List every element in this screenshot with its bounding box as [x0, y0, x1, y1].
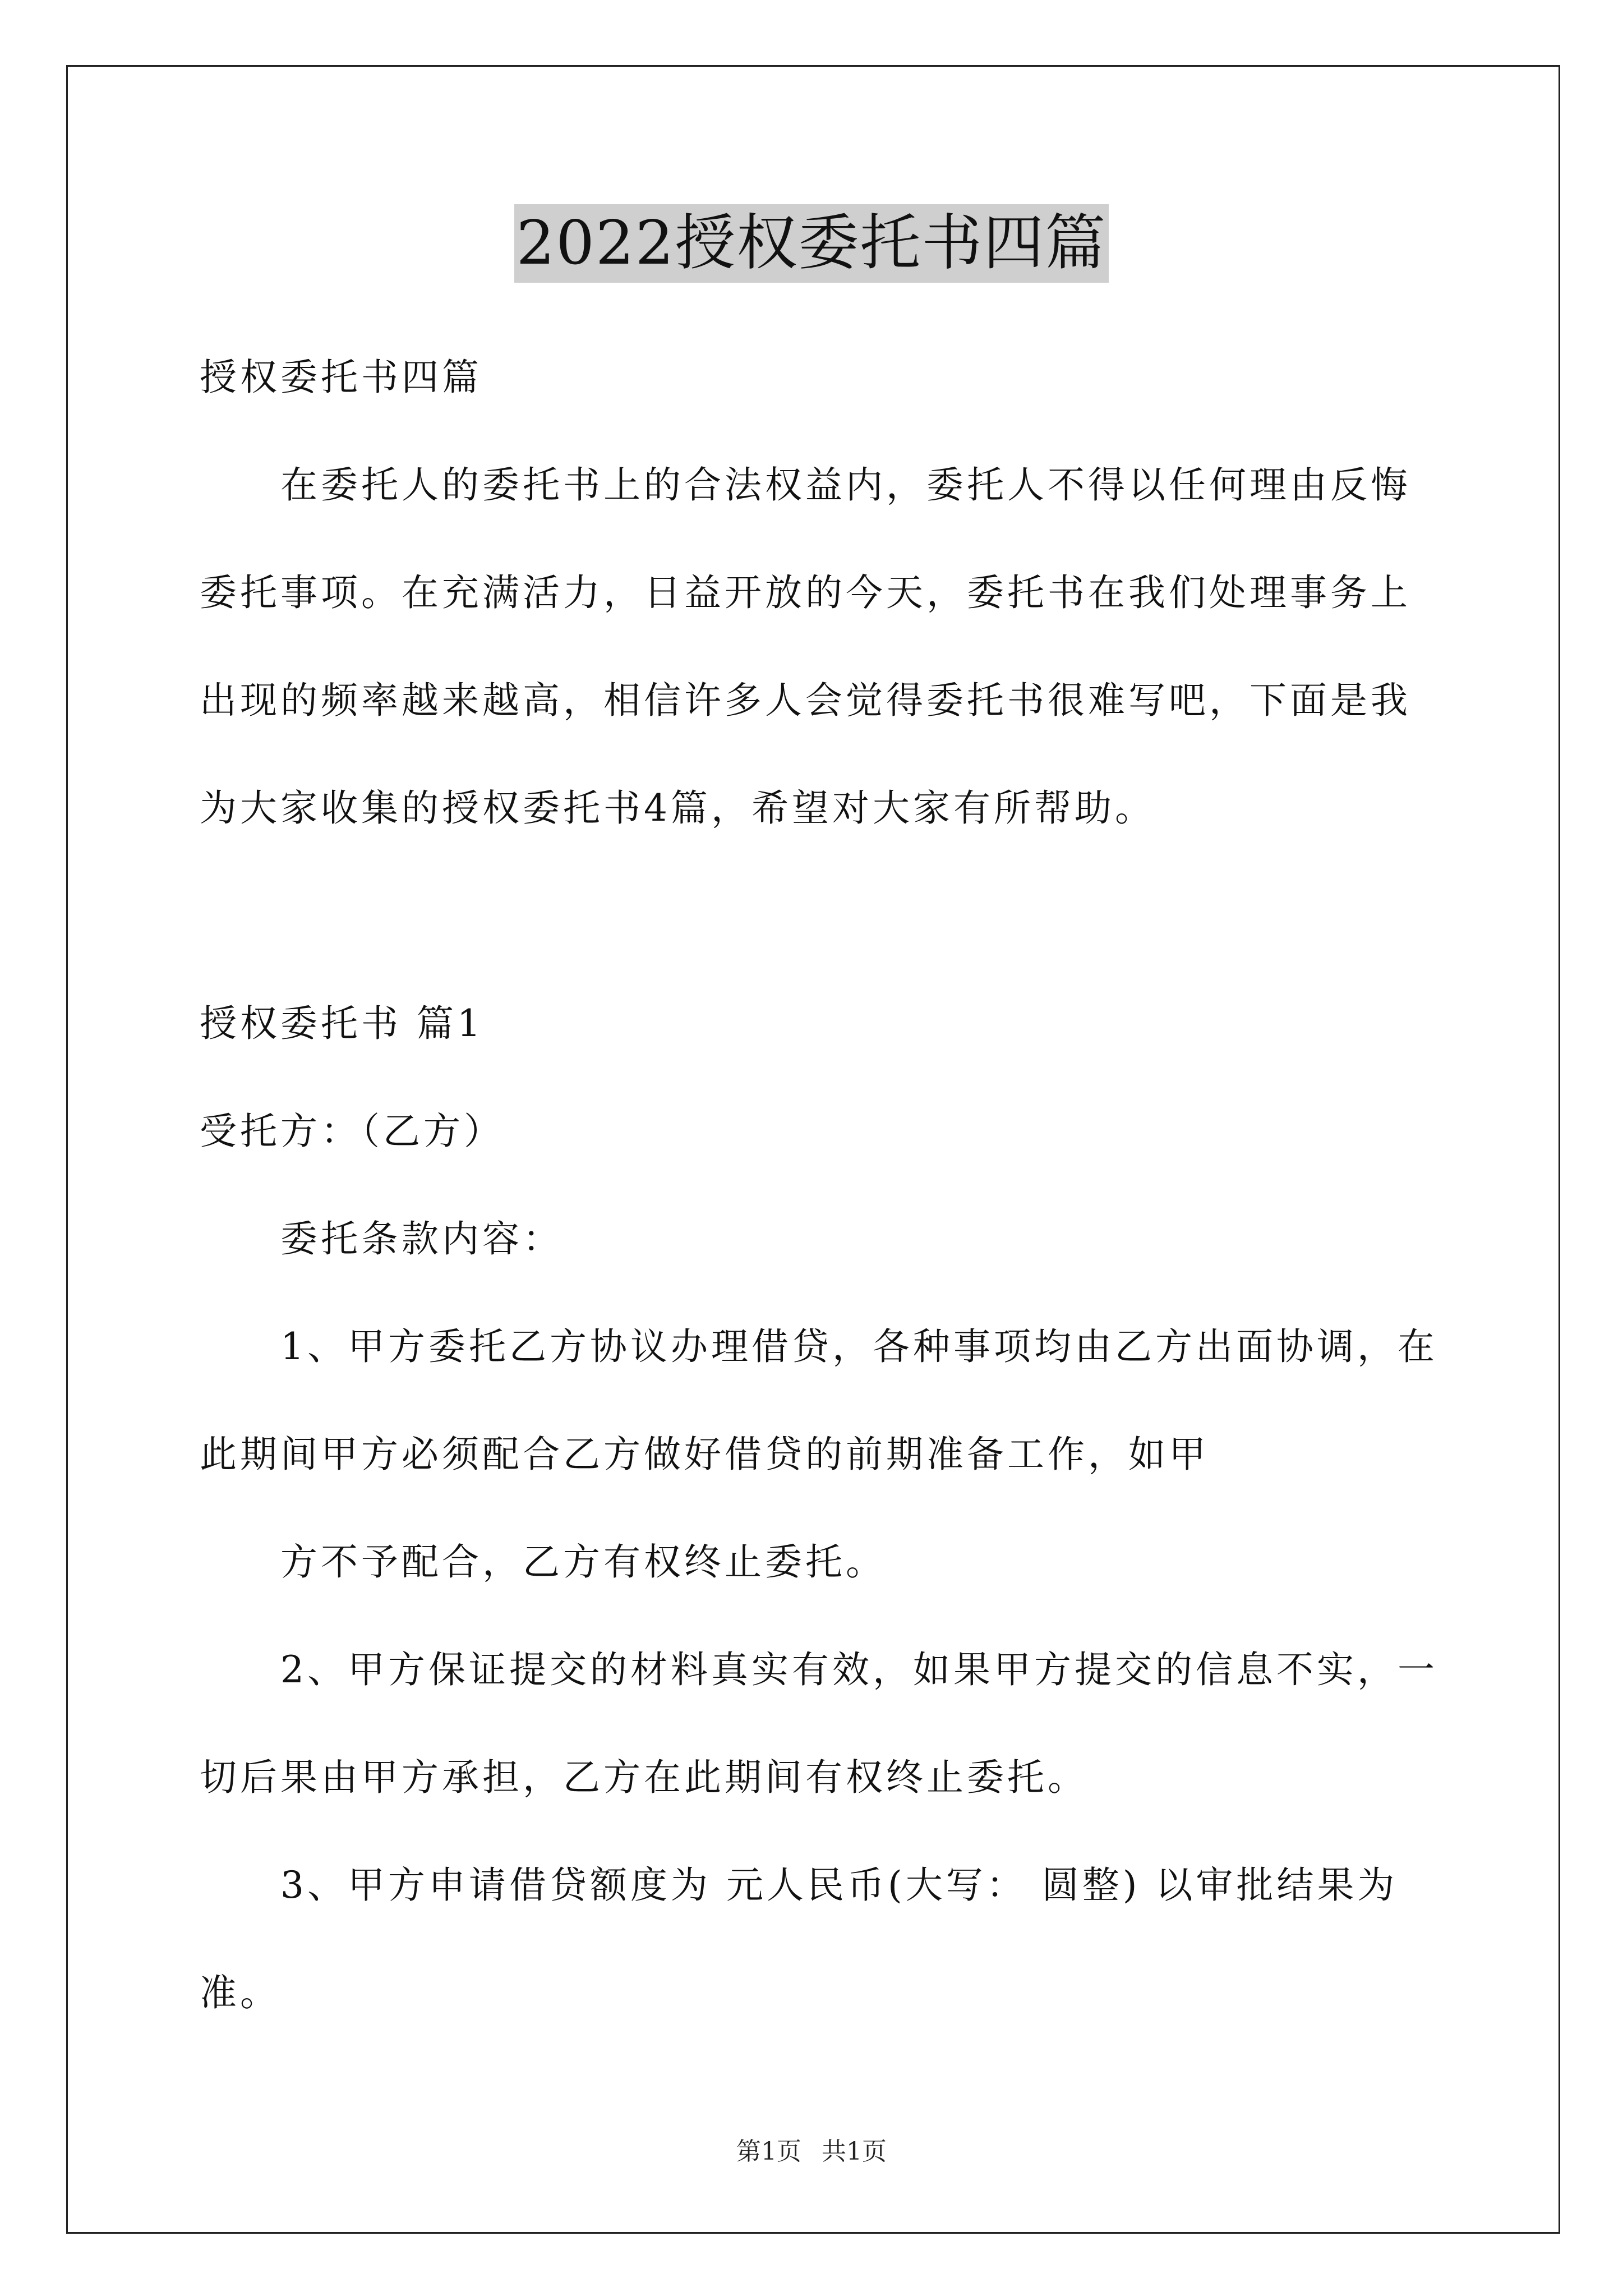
- intro-line-4: 为大家收集的授权委托书4篇，希望对大家有所帮助。: [200, 786, 1155, 830]
- clauses-heading: 委托条款内容：: [280, 1217, 563, 1260]
- clause-2-line-2: 切后果由甲方承担，乙方在此期间有权终止委托。: [200, 1756, 1088, 1799]
- title-container: [0, 204, 1623, 283]
- clause-2-line-1: 2、甲方保证提交的材料真实有效，如果甲方提交的信息不实，一: [280, 1648, 1438, 1691]
- clause-1-line-3: 方不予配合，乙方有权终止委托。: [280, 1540, 886, 1584]
- section-heading: 授权委托书 篇1: [200, 1002, 484, 1045]
- clause-1-line-1: 1、甲方委托乙方协议办理借贷，各种事项均由乙方出面协调，在: [280, 1325, 1438, 1368]
- intro-line-1: 在委托人的委托书上的合法权益内，委托人不得以任何理由反悔: [280, 463, 1411, 507]
- clause-3-line-1: 3、甲方申请借贷额度为 元人民币(大写： 圆整) 以审批结果为: [280, 1864, 1398, 1907]
- clause-3-line-2: 准。: [200, 1971, 280, 2014]
- intro-line-3: 出现的频率越来越高，相信许多人会觉得委托书很难写吧，下面是我: [200, 679, 1411, 722]
- clause-1-line-2: 此期间甲方必须配合乙方做好借贷的前期准备工作，如甲: [200, 1433, 1209, 1476]
- document-title: 2022授权委托书四篇: [514, 204, 1109, 283]
- document-subtitle: 授权委托书四篇: [200, 356, 482, 399]
- trustee-line: 受托方：（乙方）: [200, 1110, 504, 1153]
- intro-line-2: 委托事项。在充满活力，日益开放的今天，委托书在我们处理事务上: [200, 571, 1411, 614]
- page-number-total: 共1页: [822, 2137, 887, 2166]
- page-number-current: 第1页: [736, 2137, 801, 2166]
- page-footer: [0, 2135, 1623, 2169]
